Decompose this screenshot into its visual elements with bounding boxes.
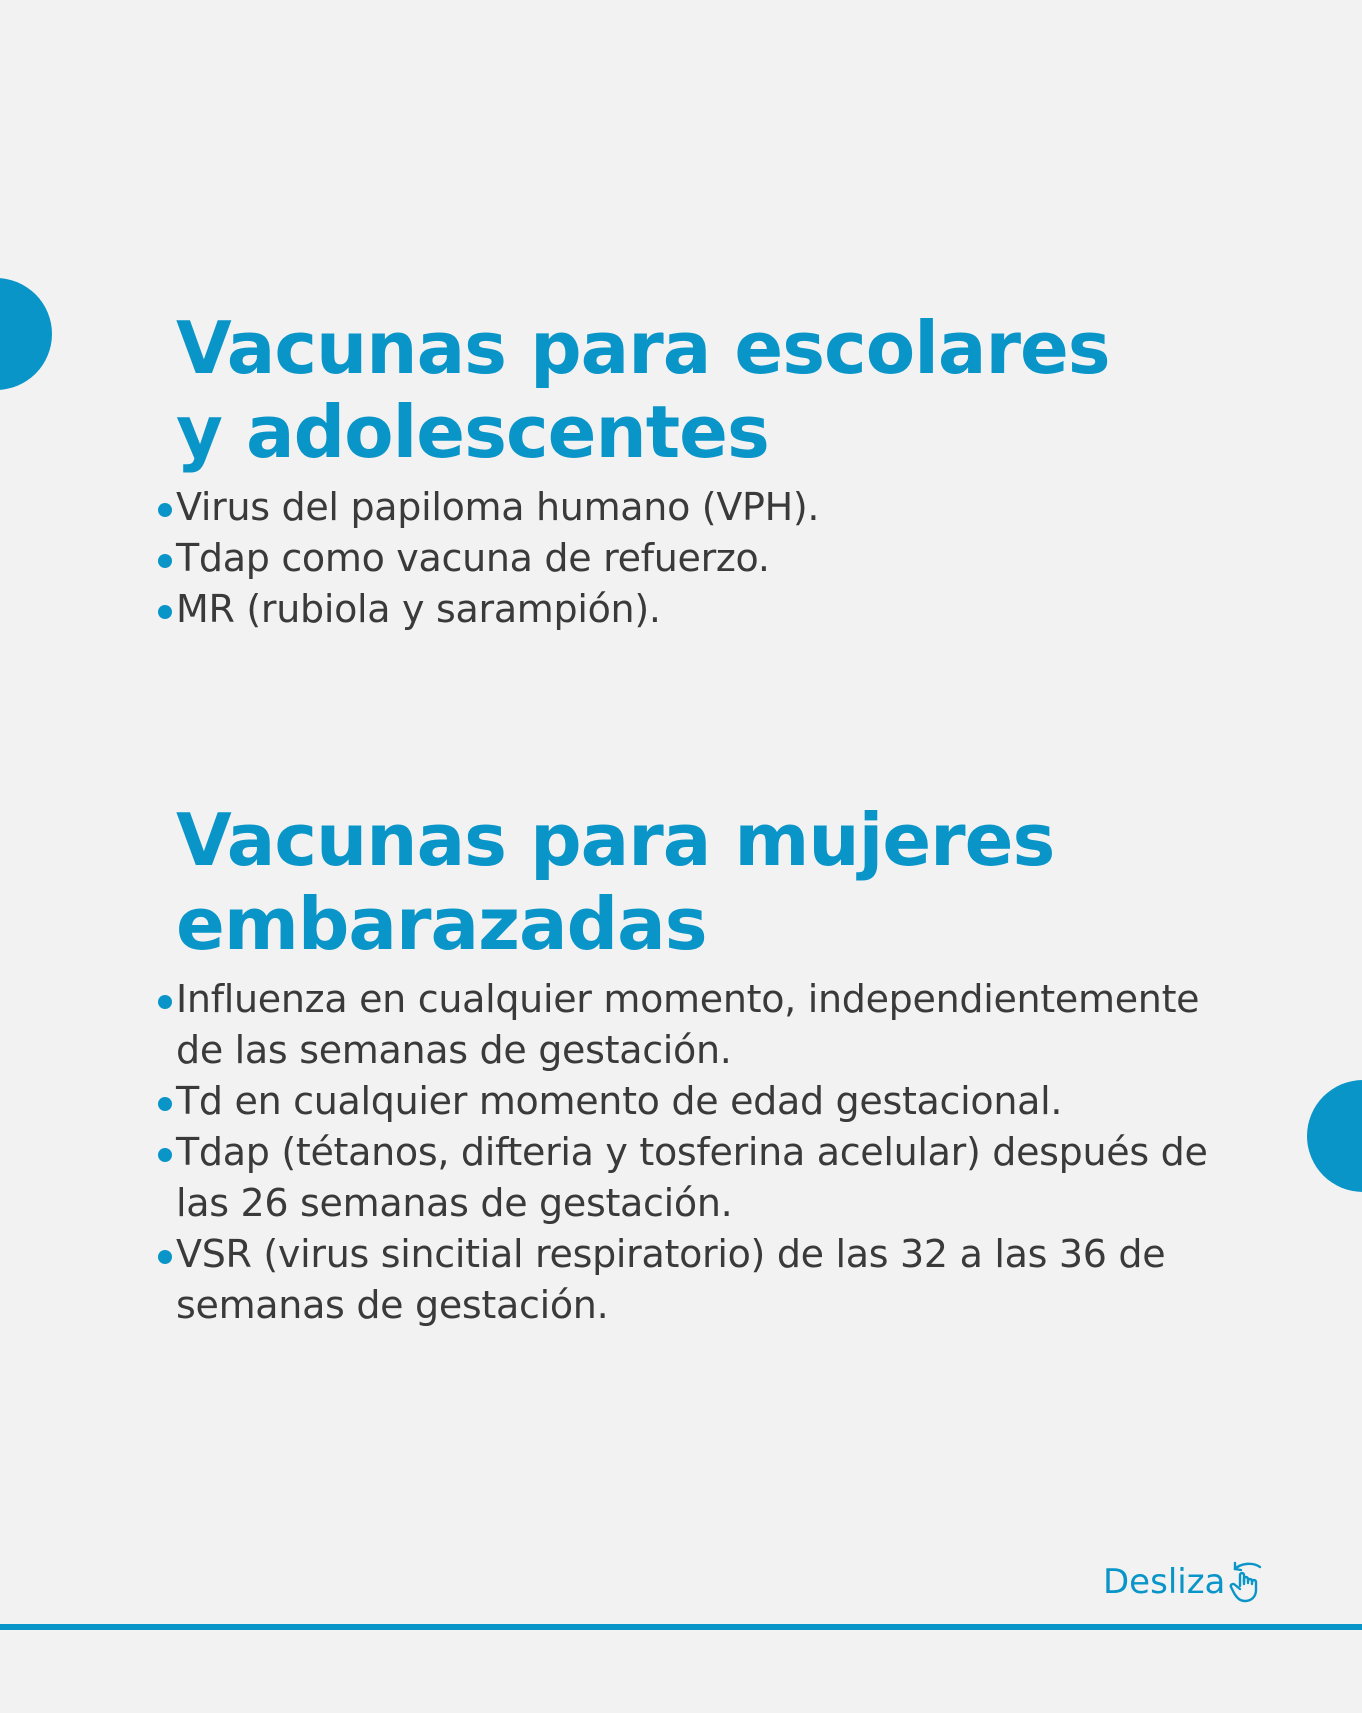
list-item (176, 584, 1236, 635)
list-item-text: Influenza en cualquier momento, independientemente de las semanas de gestación. (176, 977, 1200, 1072)
list-item-text: VSR (virus sincitial respiratorio) de las 32 a las 36 de semanas de gestación. (176, 1232, 1166, 1327)
section-school-adolescents (176, 306, 1236, 635)
list-item-text: Tdap como vacuna de refuerzo. (176, 536, 770, 580)
swipe-hint[interactable] (1103, 1560, 1269, 1604)
bottom-divider (0, 1624, 1362, 1630)
bullet-icon (158, 503, 172, 517)
bullet-icon (158, 554, 172, 568)
list-item-text: Tdap (tétanos, difteria y tosferina acelular) después de las 26 semanas de gestación. (176, 1130, 1208, 1225)
list-item (176, 1127, 1236, 1229)
section-heading (176, 306, 1236, 474)
list-item (176, 974, 1236, 1076)
heading-line: y adolescentes (176, 390, 769, 474)
heading-line: embarazadas (176, 882, 707, 966)
section-heading (176, 798, 1236, 966)
vaccine-list (176, 482, 1236, 635)
list-item-text: Td en cualquier momento de edad gestacional. (176, 1079, 1063, 1123)
heading-line: Vacunas para escolares (176, 306, 1110, 390)
swipe-label: Desliza (1103, 1562, 1226, 1602)
bullet-icon (158, 1097, 172, 1111)
bullet-icon (158, 1148, 172, 1162)
list-item (176, 1229, 1236, 1331)
list-item (176, 1076, 1236, 1127)
bullet-icon (158, 995, 172, 1009)
list-item (176, 533, 1236, 584)
heading-line: Vacunas para mujeres (176, 798, 1055, 882)
list-item-text: MR (rubiola y sarampión). (176, 587, 661, 631)
vaccine-list (176, 974, 1236, 1331)
decorative-circle-right (1307, 1080, 1362, 1192)
bullet-icon (158, 605, 172, 619)
list-item-text: Virus del papiloma humano (VPH). (176, 485, 820, 529)
swipe-hand-icon (1227, 1560, 1269, 1604)
section-pregnant-women (176, 798, 1236, 1331)
bullet-icon (158, 1250, 172, 1264)
decorative-circle-left (0, 278, 52, 390)
list-item (176, 482, 1236, 533)
